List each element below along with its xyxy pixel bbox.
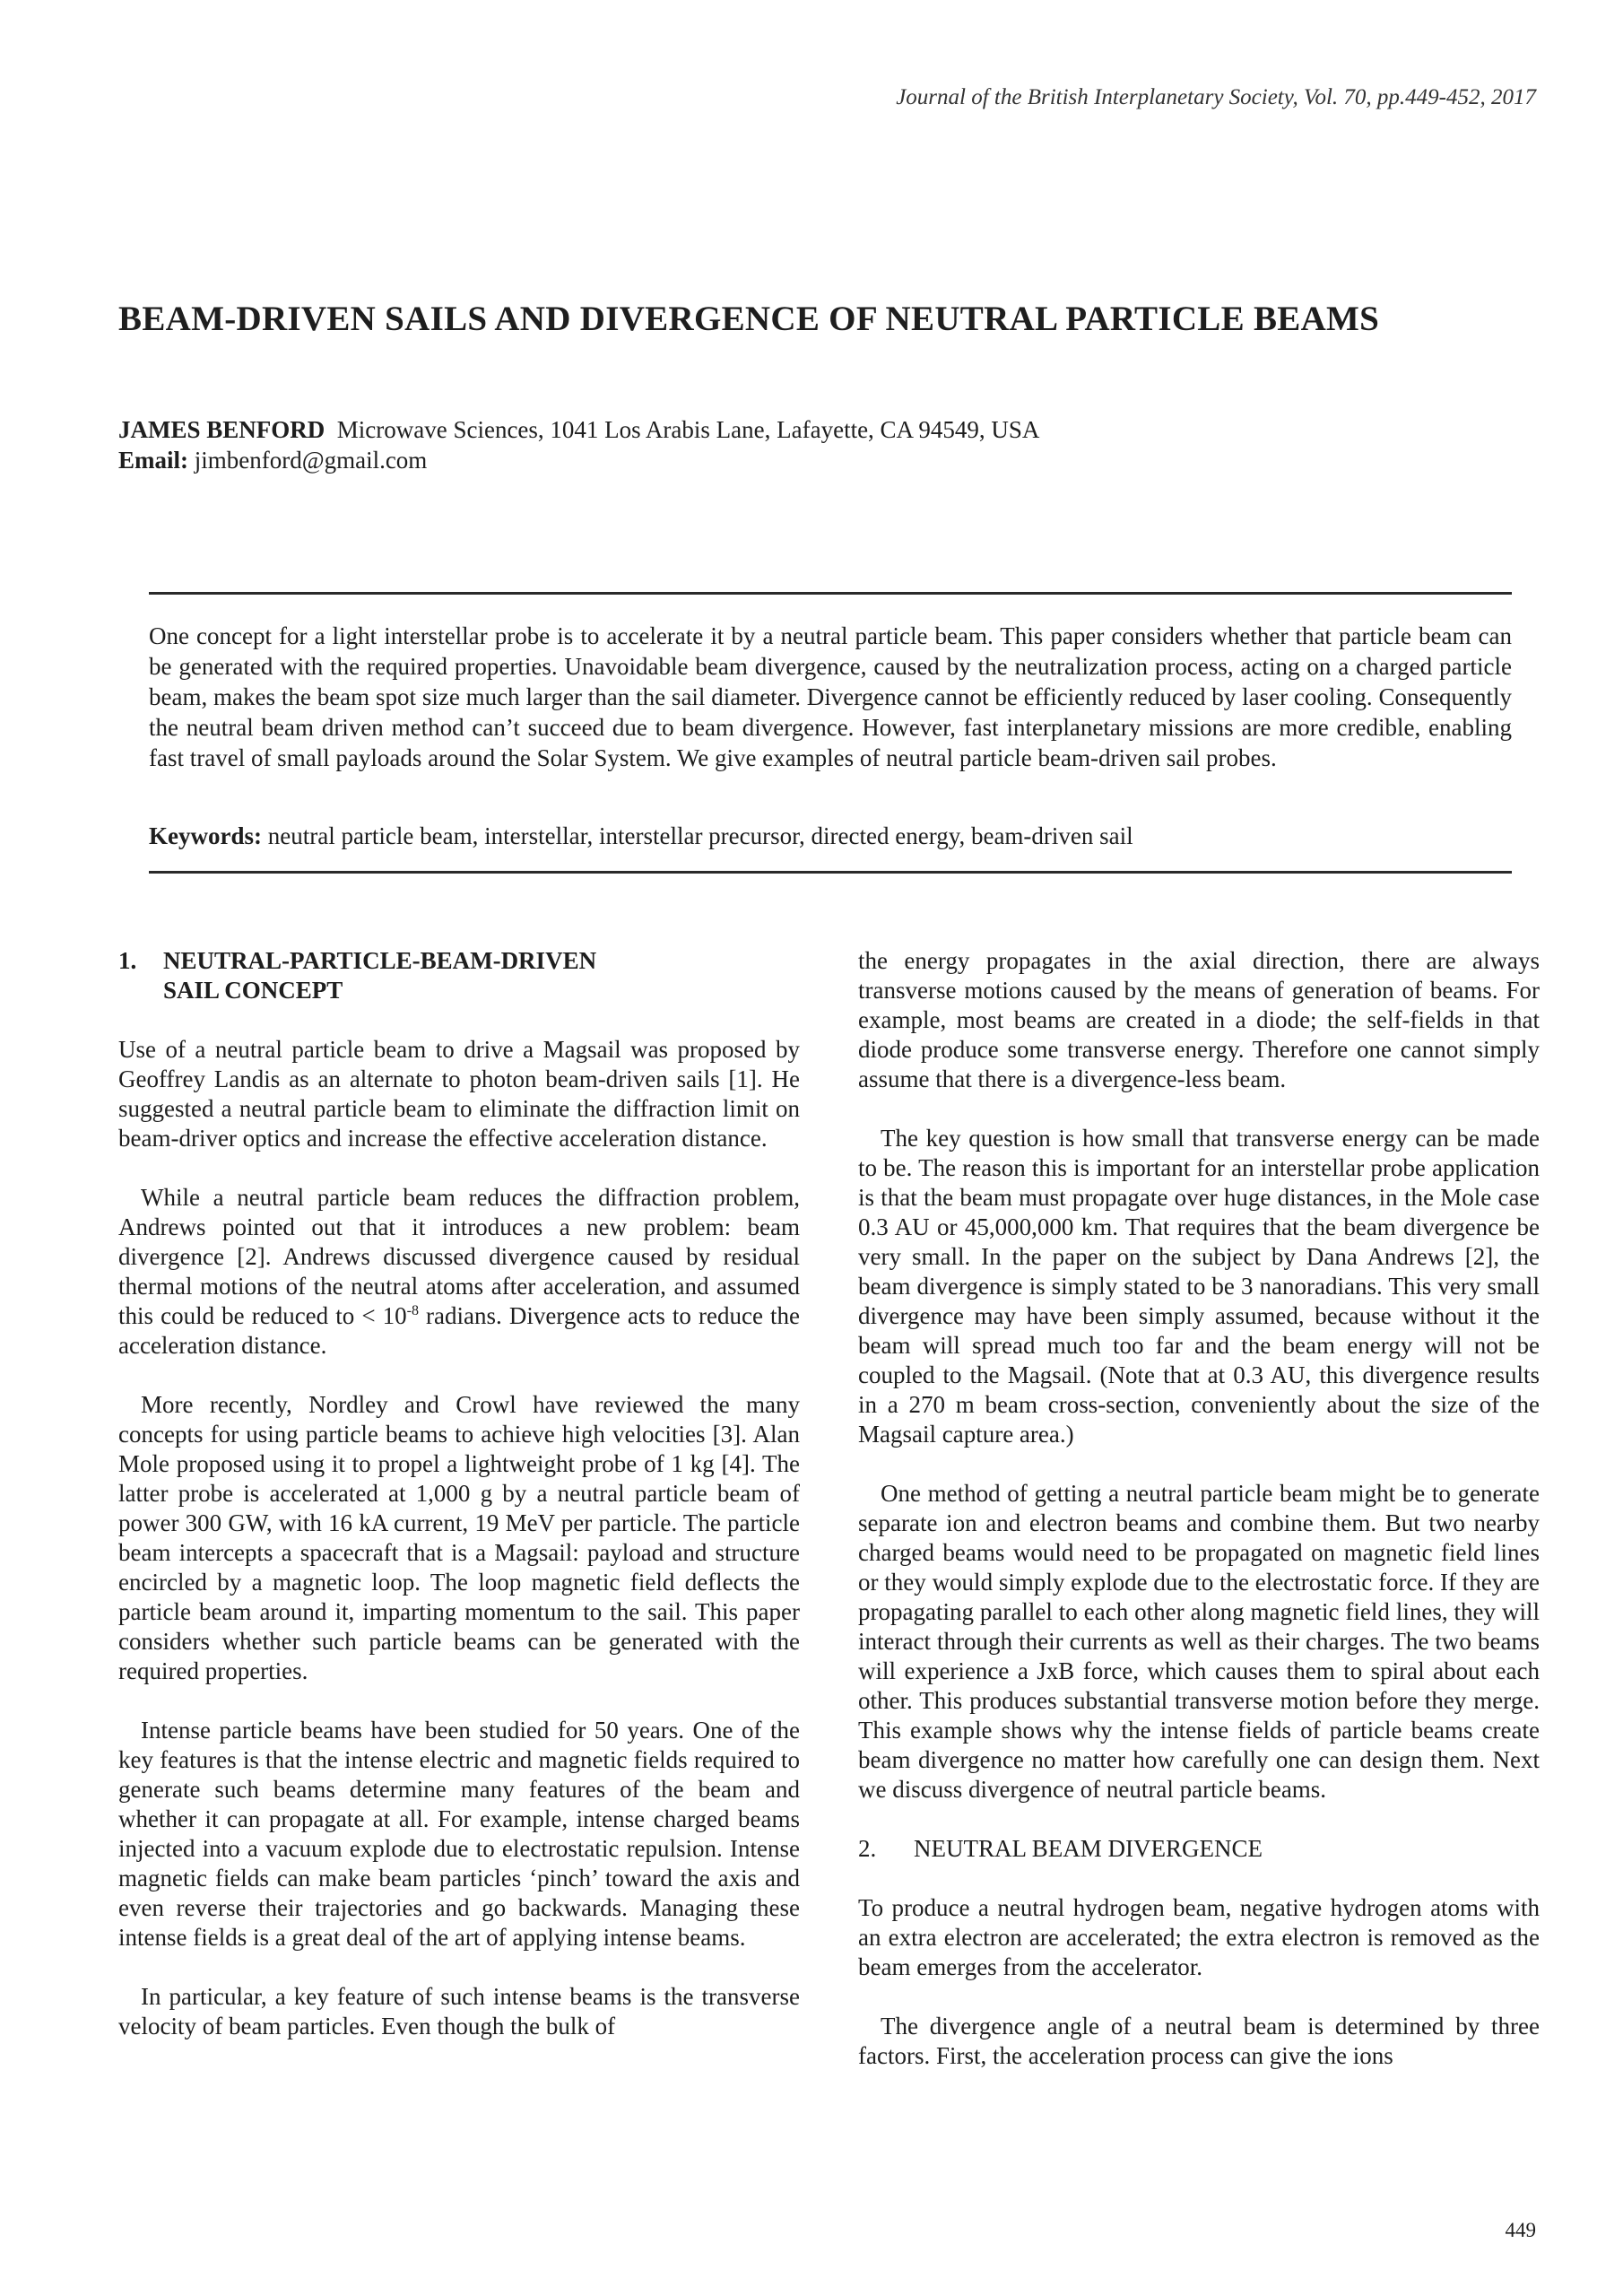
page-number: 449 — [1505, 2219, 1536, 2241]
paragraph-text: radians. Divergence acts to reduce the acceleration distance. — [118, 1302, 800, 1359]
exponent: -8 — [406, 1303, 419, 1318]
section-2-heading — [858, 1834, 1540, 1864]
author-affiliation: Microwave Sciences, 1041 Los Arabis Lane, Lafayette, CA 94549, USA — [336, 416, 1040, 443]
paragraph: Intense particle beams have been studied for 50 years. One of the key features is that the intense electric and magnetic fields required to generate such beams determine many features of the beam and whether it can propagate at all. For example, intense charged beams injected into a vacuum explode due to electrostatic repulsion. Intense magnetic fields can make beam particles ‘pinch’ toward the axis and even reverse their trajectories and go backwards. Managing these intense fields is a great deal of the art of applying intense beams. — [118, 1717, 800, 1951]
abstract: One concept for a light interstellar probe is to accelerate it by a neutral particle beam. This paper considers whether that particle beam can be generated with the required properties. Unavoidable beam divergence, caused by the neutralization process, acting on a charged particle beam, makes the beam spot size much larger than the sail diameter. Divergence cannot be efficiently reduced by laser cooling. Consequently the neutral beam driven method can’t succeed due to beam divergence. However, fast interplanetary missions are more credible, enabling fast travel of small payloads around the Solar System. We give examples of neutral particle beam-driven sail probes. — [149, 622, 1512, 771]
abstract-top-rule — [149, 592, 1512, 595]
section-1-number: 1. — [118, 947, 137, 974]
paragraph: Use of a neutral particle beam to drive a Magsail was proposed by Geoffrey Landis as an alternate to photon beam-driven sails [1]. He suggested a neutral particle beam to eliminate the diffraction limit on beam-driver optics and increase the effective acceleration distance. — [118, 1036, 800, 1152]
paragraph: The key question is how small that transverse energy can be made to be. The reason this is important for an interstellar probe application is that the beam must propagate over huge distances, in the Mole case 0.3 AU or 45,000,000 km. That requires that the beam divergence be very small. In the paper on the subject by Dana Andrews [2], the beam divergence is simply stated to be 3 nanoradians. This very small divergence may have been simply assumed, because without it the beam will spread much too far and the beam energy will not be coupled to the Magsail. (Note that at 0.3 AU, this divergence results in a 270 m beam cross-section, conveniently about the size of the Magsail capture area.) — [858, 1125, 1540, 1448]
paragraph: One method of getting a neutral particle beam might be to generate separate ion and electron beams and combine them. But two nearby charged beams would need to be propagated on magnetic field lines or they would simply explode due to the electrostatic force. If they are propagating parallel to each other along magnetic field lines, they will interact through their currents as well as their charges. The two beams will experience a JxB force, which causes them to spiral about each other. This produces substantial transverse motion before they merge. This example shows why the intense fields of particle beams create beam divergence no matter how carefully one can design them. Next we discuss divergence of neutral particle beams. — [858, 1480, 1540, 1803]
left-column — [118, 946, 800, 2071]
paragraph: The divergence angle of a neutral beam is determined by three factors. First, the acceleration process can give the ions — [858, 2013, 1540, 2069]
email-label: Email: — [118, 447, 188, 474]
paragraph-text: While a neutral particle beam reduces the diffraction problem, Andrews pointed out that it introduces a new problem: beam divergence [2]. Andrews discussed divergence caused by residual thermal motions of the neutral atoms after acceleration, and assumed this could be reduced to < 10 — [118, 1184, 800, 1329]
section-1-title-line1: NEUTRAL-PARTICLE-BEAM-DRIVEN — [163, 947, 597, 974]
author-block — [118, 414, 1039, 475]
paragraph: In particular, a key feature of such intense beams is the transverse velocity of beam particles. Even though the bulk of — [118, 1983, 800, 2039]
section-2-title: NEUTRAL BEAM DIVERGENCE — [914, 1835, 1263, 1862]
paragraph: To produce a neutral hydrogen beam, negative hydrogen atoms with an extra electron are accelerated; the extra electron is removed as the beam emerges from the accelerator. — [858, 1894, 1540, 1980]
author-email[interactable]: jimbenford@gmail.com — [194, 447, 428, 474]
author-name: JAMES BENFORD — [118, 416, 325, 443]
paragraph: the energy propagates in the axial direction, there are always transverse motions caused by the means of generation of beams. For example, most beams are created in a diode; the self-fields in that diode produce some transverse energy. Therefore one cannot simply assume that there is a divergence-less beam. — [858, 947, 1540, 1092]
paragraph — [118, 1183, 800, 1361]
section-1-title-line2: SAIL CONCEPT — [163, 977, 343, 1004]
right-column — [858, 946, 1540, 2100]
abstract-bottom-rule — [149, 871, 1512, 874]
section-2-number: 2. — [858, 1835, 877, 1862]
paragraph: More recently, Nordley and Crowl have reviewed the many concepts for using particle beams to achieve high velocities [3]. Alan Mole proposed using it to propel a lightweight probe of 1 kg [4]. The latter probe is accelerated at 1,000 g by a neutral particle beam of power 300 GW, with 16 kA current, 19 MeV per particle. The particle beam intercepts a spacecraft that is a Magsail: payload and structure encircled by a magnetic loop. The loop magnetic field deflects the particle beam around it, imparting momentum to the sail. This paper considers whether such particle beams can be generated with the required properties. — [118, 1391, 800, 1684]
keywords-label: Keywords: — [149, 822, 262, 849]
section-1-heading — [118, 946, 800, 1005]
keywords-text: neutral particle beam, interstellar, interstellar precursor, directed energy, beam-driven sail — [267, 822, 1133, 849]
journal-citation: Journal of the British Interplanetary Society, Vol. 70, pp.449-452, 2017 — [896, 85, 1536, 109]
paper-title: BEAM-DRIVEN SAILS AND DIVERGENCE OF NEUTRAL PARTICLE BEAMS — [118, 300, 1380, 338]
keywords — [149, 821, 1512, 851]
